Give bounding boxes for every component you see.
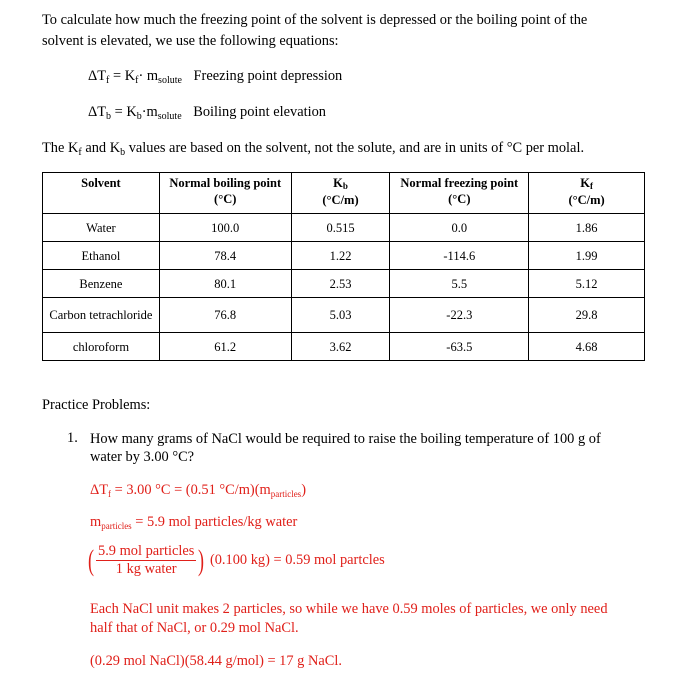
solution-fraction-line: ( $\frac{\text{5.9 mol particles}}{\text{1 kg water}}$ ) (0.100 kg) = 0.59 mol partcles <box>88 543 385 577</box>
solvent-properties-table <box>42 172 645 361</box>
table-header-row <box>43 173 645 214</box>
units-note: The $K_f$ and $K_b$ values are based on the solvent, not the solute, and are in units of °C per molal. <box>42 140 585 158</box>
table-row: Benzene 80.1 2.53 5.5 5.12 <box>43 270 645 298</box>
practice-heading: Practice Problems: <box>42 397 151 413</box>
header-boiling-point: Normal boiling point (°C) <box>159 173 291 214</box>
solution-final: (0.29 mol NaCl)(58.44 g/mol) = 17 g NaCl. <box>90 653 342 669</box>
table-row: Ethanol 78.4 1.22 -114.6 1.99 <box>43 242 645 270</box>
header-kb: Kb (°C/m) <box>291 173 390 214</box>
solution-explanation: Each NaCl unit makes 2 particles, so while we have 0.59 moles of particles, we only need half that of NaCl, or 0.29 mol NaCl. <box>90 601 608 636</box>
freezing-point-description: Freezing point depression <box>193 68 343 84</box>
intro-line-1: To calculate how much the freezing point of the solvent is depressed or the boiling point of the <box>42 12 588 28</box>
table-row: chloroform 61.2 3.62 -63.5 4.68 <box>43 333 645 361</box>
table-row: Carbon tetrachloride 76.8 5.03 -22.3 29.8 <box>43 298 645 333</box>
solution-line-2: $m_{particles} = 5.9$ mol particles/kg water <box>90 514 298 531</box>
freezing-point-equation: $\Delta T_f = K_f\cdot m_{solute}$ Freezing point depression <box>88 68 343 86</box>
conversion-fraction: $\frac{\text{5.9 mol particles}}{\text{1 kg water}}$ <box>98 543 195 577</box>
table-row: Water 100.0 0.515 0.0 1.86 <box>43 214 645 242</box>
header-freezing-point: Normal freezing point (°C) <box>390 173 529 214</box>
header-kf: Kf (°C/m) <box>529 173 645 214</box>
solution-line-1: $\Delta T_f = 3.00$ °C = (0.51 $^\circ C/m)(m_{particles})$ <box>90 482 306 499</box>
boiling-point-description: Boiling point elevation <box>193 104 326 120</box>
header-solvent: Solvent <box>43 173 160 214</box>
intro-paragraph <box>42 10 642 52</box>
boiling-point-equation: $\Delta T_b = K_b\cdot m_{solute}$ Boiling point elevation <box>88 104 326 122</box>
intro-line-2: solvent is elevated, we use the following equations: <box>42 33 339 49</box>
question-number: 1. <box>67 430 78 446</box>
question-text: How many grams of NaCl would be required to raise the boiling temperature of 100 g of water by 3.00 °C? <box>90 431 601 465</box>
